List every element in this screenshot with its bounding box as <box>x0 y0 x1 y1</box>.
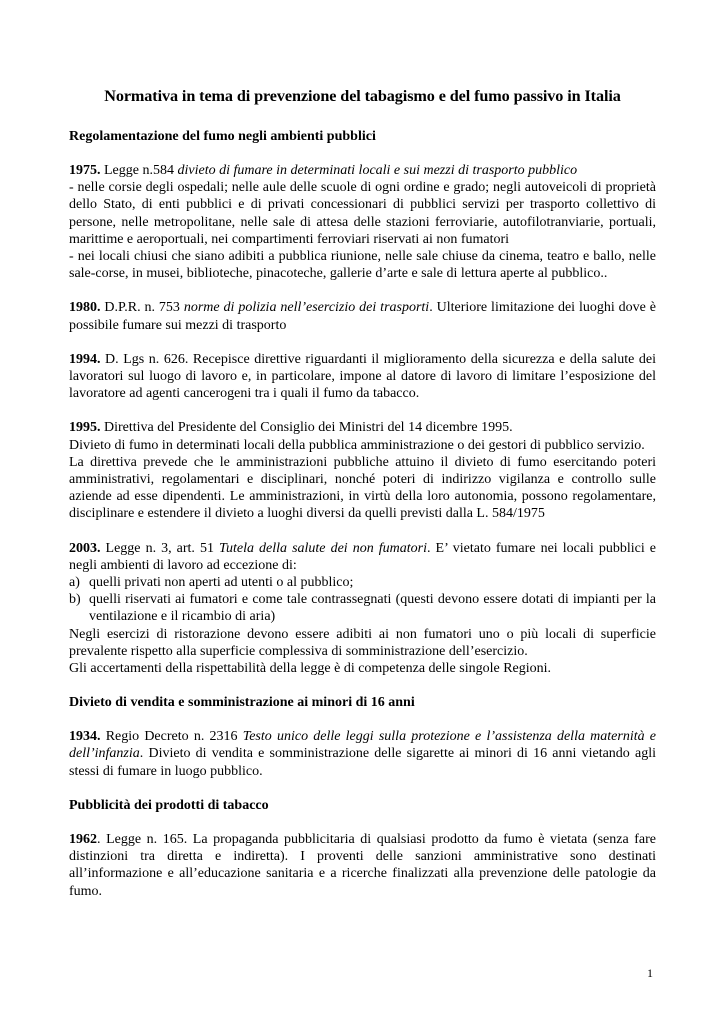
entry-rest-text: Direttiva del Presidente del Consiglio dei Ministri del 14 dicembre 1995. <box>100 420 513 436</box>
entry-rest-text: D. Lgs n. 626. Recepisce direttive riguardanti il miglioramento della sicurezza e della salute dei lavoratori sul luogo di lavoro e, in particolare, impone al datore di lavoro di limitare l’esposizione del lavoratore ad agenti cancerogeni tra i quali il fumo da tabacco. <box>69 351 656 402</box>
list-item <box>69 591 656 625</box>
section-public-places <box>69 128 656 677</box>
entry-1962 <box>69 831 656 900</box>
entry-lead-text: D.P.R. n. 753 <box>100 300 184 316</box>
entry-lead <box>69 540 656 574</box>
page-number: 1 <box>647 966 653 980</box>
entry-law-title: Tutela della salute dei non fumatori <box>219 540 427 556</box>
entry-1994 <box>69 351 656 403</box>
entry-paragraph <box>69 728 656 780</box>
entry-paragraph <box>69 299 656 333</box>
entry-paragraph: La direttiva prevede che le amministrazioni pubbliche attuino il divieto di fumo esercitando poteri amministrativi, regolamentari e disciplinari, nonché poteri di indirizzo vigilanza e controllo sulle aziende ad esse dipendenti. Le amministrazioni, in virtù della loro autonomia, possono regolamentare, disciplinare e estendere il divieto a luoghi diversi da quelli previsti dalla L. 584/1975 <box>69 454 656 522</box>
entry-year: 1980. <box>69 300 101 316</box>
entry-paragraph: - nei locali chiusi che siano adibiti a pubblica riunione, nelle sale chiuse da cinema, teatro e ballo, nelle sale-corse, in musei, biblioteche, pinacoteche, gallerie d’arte e sale di lettura aperte al pubblico.. <box>69 249 656 282</box>
section-minors-sales <box>69 694 656 780</box>
entry-rest-text: . Divieto di vendita e somministrazione delle sigarette ai minori di 16 anni vietando agli stessi di fumare in luogo pubblico. <box>69 746 656 779</box>
entry-year: 1994. <box>69 351 101 367</box>
entry-1980 <box>69 299 656 333</box>
entry-law-title: norme di polizia nell’esercizio dei trasporti <box>183 300 430 316</box>
entry-rest-text: . Ulteriore limitazione dei luoghi dove è possibile fumare sui mezzi di trasporto <box>69 300 656 333</box>
list-item <box>69 574 656 591</box>
section-heading: Divieto di vendita e somministrazione ai minori di 16 anni <box>69 695 415 711</box>
entry-1975 <box>69 162 656 282</box>
list-item-text: quelli privati non aperti ad utenti o al pubblico; <box>89 575 354 591</box>
entry-lead-text: Regio Decreto n. 2316 <box>100 729 243 745</box>
entry-paragraph: - nelle corsie degli ospedali; nelle aule delle scuole di ogni ordine e grado; negli autoveicoli di proprietà dello Stato, di enti pubblici e di privati concessionari di pubblici servizi per trasporto collettivo di persone, nelle metropolitane, nelle sale di attesa delle stazioni ferroviarie, autofilotranviarie, portuali, marittime e aeroportuali, nei compartimenti ferroviari riservati ai non fumatori <box>69 180 656 247</box>
entry-paragraph: Gli accertamenti della rispettabilità della legge è di competenza delle singole Regioni. <box>69 661 552 677</box>
exception-list <box>69 574 656 626</box>
entry-lead-text: Legge n.584 <box>100 163 178 178</box>
section-advertising <box>69 797 656 900</box>
entry-year: 1934. <box>69 729 101 745</box>
entry-lead <box>69 162 656 179</box>
entry-rest-text: . E’ vietato fumare nei locali pubblici e negli ambienti di lavoro ad eccezione di: <box>69 540 656 573</box>
entry-lead <box>69 419 656 436</box>
entry-1995 <box>69 419 656 522</box>
entry-paragraph: Negli esercizi di ristorazione devono essere adibiti ai non fumatori uno o più locali di superficie prevalente rispetto alla superficie complessiva di somministrazione dell’esercizio. <box>69 626 656 659</box>
document-title: Normativa in tema di prevenzione del tabagismo e del fumo passivo in Italia <box>104 87 621 105</box>
entry-paragraph <box>69 351 656 403</box>
section-heading: Regolamentazione del fumo negli ambienti pubblici <box>69 129 376 144</box>
entry-law-title: Testo unico delle leggi sulla protezione e l’assistenza della maternità e dell’infanzia <box>69 729 657 762</box>
list-marker: b) <box>69 592 81 608</box>
document-page <box>69 86 656 917</box>
entry-rest-text: . Legge n. 165. La propaganda pubblicitaria di qualsiasi prodotto da fumo è vietata (senza fare distinzioni tra diretta e indiretta). I proventi delle sanzioni amministrative sono destinati all’informazione e all’educazione sanitaria e a ricerche finalizzati alla prevenzione delle patologie da fumo. <box>69 831 656 899</box>
entry-year: 1975. <box>69 163 101 178</box>
entry-1934 <box>69 728 656 780</box>
entry-2003 <box>69 540 656 678</box>
entry-year: 2003. <box>69 540 101 556</box>
entry-year: 1995. <box>69 420 101 436</box>
entry-paragraph: Divieto di fumo in determinati locali della pubblica amministrazione o dei gestori di pubblico servizio. <box>69 437 645 453</box>
entry-year: 1962 <box>69 831 97 847</box>
list-item-text: quelli riservati ai fumatori e come tale contrassegnati (questi devono essere dotati di impianti per la ventilazione e il ricambio di aria) <box>89 592 656 625</box>
entry-law-title: divieto di fumare in determinati locali e sui mezzi di trasporto pubblico <box>177 163 578 178</box>
entry-lead-text: Legge n. 3, art. 51 <box>100 540 219 556</box>
entry-paragraph <box>69 831 656 900</box>
list-marker: a) <box>69 575 80 591</box>
section-heading: Pubblicità dei prodotti di tabacco <box>69 797 269 813</box>
